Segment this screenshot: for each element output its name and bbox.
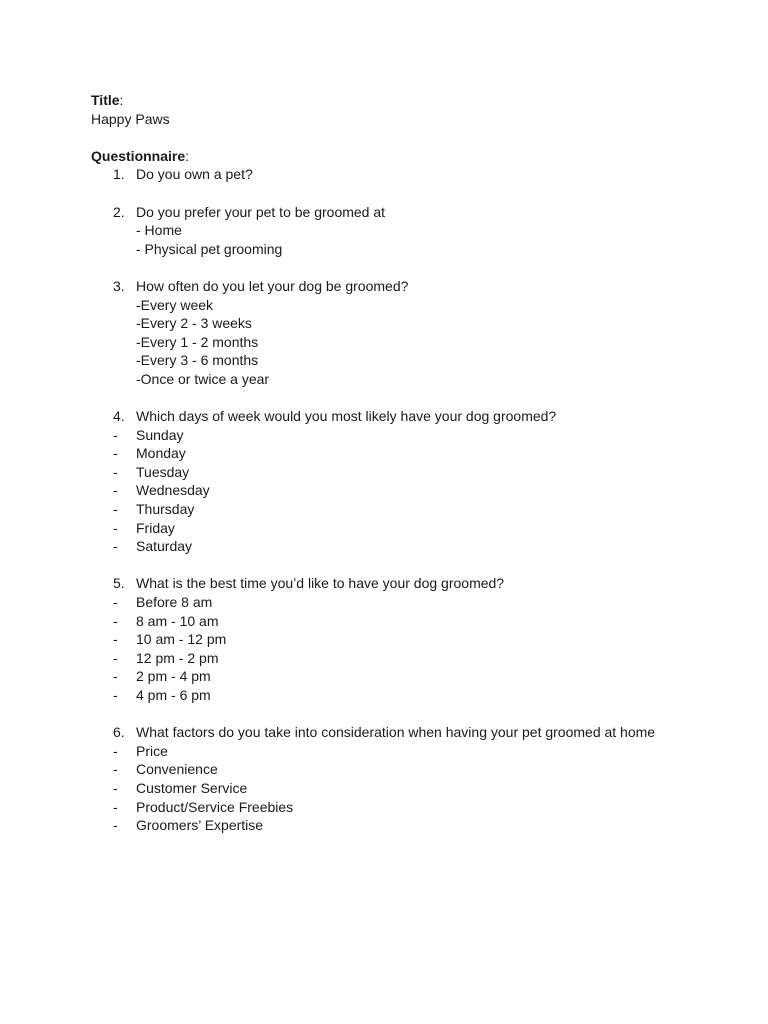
title-heading bbox=[91, 91, 728, 110]
colon: : bbox=[119, 92, 124, 108]
option: - Physical pet grooming bbox=[136, 240, 283, 257]
question-number: 1. bbox=[113, 166, 125, 183]
question-1 bbox=[91, 165, 728, 184]
option bbox=[91, 612, 728, 631]
option bbox=[91, 798, 728, 817]
option-text: Customer Service bbox=[136, 779, 248, 796]
dash-marker: - bbox=[113, 538, 118, 555]
dash-marker: - bbox=[113, 779, 118, 796]
dash-marker: - bbox=[113, 445, 118, 462]
option bbox=[91, 463, 728, 482]
question-number: 6. bbox=[113, 724, 125, 741]
dash-marker: - bbox=[113, 687, 118, 703]
option-text: Product/Service Freebies bbox=[136, 798, 294, 815]
dash-marker: - bbox=[113, 649, 118, 666]
option: -Every week bbox=[136, 296, 214, 313]
option bbox=[91, 519, 728, 538]
option bbox=[91, 500, 728, 519]
question-text: Which days of week would you most likely have your dog groomed? bbox=[136, 408, 557, 425]
title-label: Title bbox=[91, 92, 120, 108]
option-text: 12 pm - 2 pm bbox=[136, 649, 219, 666]
question-2 bbox=[91, 203, 728, 222]
question-text: Do you prefer your pet to be groomed at bbox=[136, 203, 386, 220]
question-number: 2. bbox=[113, 203, 125, 220]
question-text: How often do you let your dog be groomed? bbox=[136, 277, 409, 294]
option-text: Thursday bbox=[136, 501, 195, 518]
option-text: Wednesday bbox=[136, 482, 210, 499]
option bbox=[91, 630, 728, 649]
option-text: Before 8 am bbox=[136, 594, 213, 611]
dash-marker: - bbox=[113, 463, 118, 480]
question-text: What factors do you take into consideration when having your pet groomed at home bbox=[136, 724, 656, 741]
option bbox=[91, 481, 728, 500]
colon: : bbox=[185, 147, 190, 164]
option bbox=[91, 649, 728, 668]
question-number: 4. bbox=[113, 408, 125, 425]
dash-marker: - bbox=[113, 612, 118, 629]
questionnaire-heading bbox=[91, 147, 728, 166]
option: -Every 2 - 3 weeks bbox=[136, 315, 252, 332]
question-5 bbox=[91, 574, 728, 593]
title-value: Happy Paws bbox=[91, 110, 170, 127]
option bbox=[91, 686, 728, 705]
option-text: Convenience bbox=[136, 761, 218, 778]
option-text: Saturday bbox=[136, 538, 193, 555]
question-4 bbox=[91, 407, 728, 426]
dash-marker: - bbox=[113, 817, 118, 834]
option: -Once or twice a year bbox=[136, 370, 270, 387]
option-text: 2 pm - 4 pm bbox=[136, 668, 211, 685]
option bbox=[91, 537, 728, 556]
dash-marker: - bbox=[113, 594, 118, 611]
question-number: 5. bbox=[113, 575, 125, 592]
dash-marker: - bbox=[113, 761, 118, 778]
option: -Every 3 - 6 months bbox=[136, 352, 259, 369]
dash-marker: - bbox=[113, 668, 118, 685]
option-text: 8 am - 10 am bbox=[136, 612, 219, 629]
option bbox=[91, 593, 728, 612]
question-6 bbox=[91, 723, 728, 742]
question-text: What is the best time you’d like to have your dog groomed? bbox=[136, 575, 505, 592]
option-text: Price bbox=[136, 742, 168, 759]
dash-marker: - bbox=[113, 501, 118, 518]
dash-marker: - bbox=[113, 426, 118, 443]
option bbox=[91, 426, 728, 445]
question-number: 3. bbox=[113, 277, 125, 294]
document bbox=[91, 91, 728, 835]
dash-marker: - bbox=[113, 631, 118, 648]
dash-marker: - bbox=[113, 482, 118, 499]
option bbox=[91, 667, 728, 686]
dash-marker: - bbox=[113, 519, 118, 536]
option-text: Groomers’ Expertise bbox=[136, 817, 264, 834]
dash-marker: - bbox=[113, 742, 118, 759]
option-text: Monday bbox=[136, 445, 186, 462]
option: - Home bbox=[136, 222, 182, 239]
option bbox=[91, 779, 728, 798]
option-text: Tuesday bbox=[136, 463, 190, 480]
question-text: Do you own a pet? bbox=[136, 166, 253, 183]
option-text: 4 pm - 6 pm bbox=[136, 687, 211, 703]
option-text: Sunday bbox=[136, 426, 184, 443]
option bbox=[91, 444, 728, 463]
dash-marker: - bbox=[113, 798, 118, 815]
option-text: 10 am - 12 pm bbox=[136, 631, 227, 648]
option bbox=[91, 742, 728, 761]
question-3 bbox=[91, 277, 728, 296]
option-text: Friday bbox=[136, 519, 175, 536]
option bbox=[91, 816, 728, 835]
option bbox=[91, 760, 728, 779]
questionnaire-label: Questionnaire bbox=[91, 147, 186, 164]
option: -Every 1 - 2 months bbox=[136, 333, 259, 350]
